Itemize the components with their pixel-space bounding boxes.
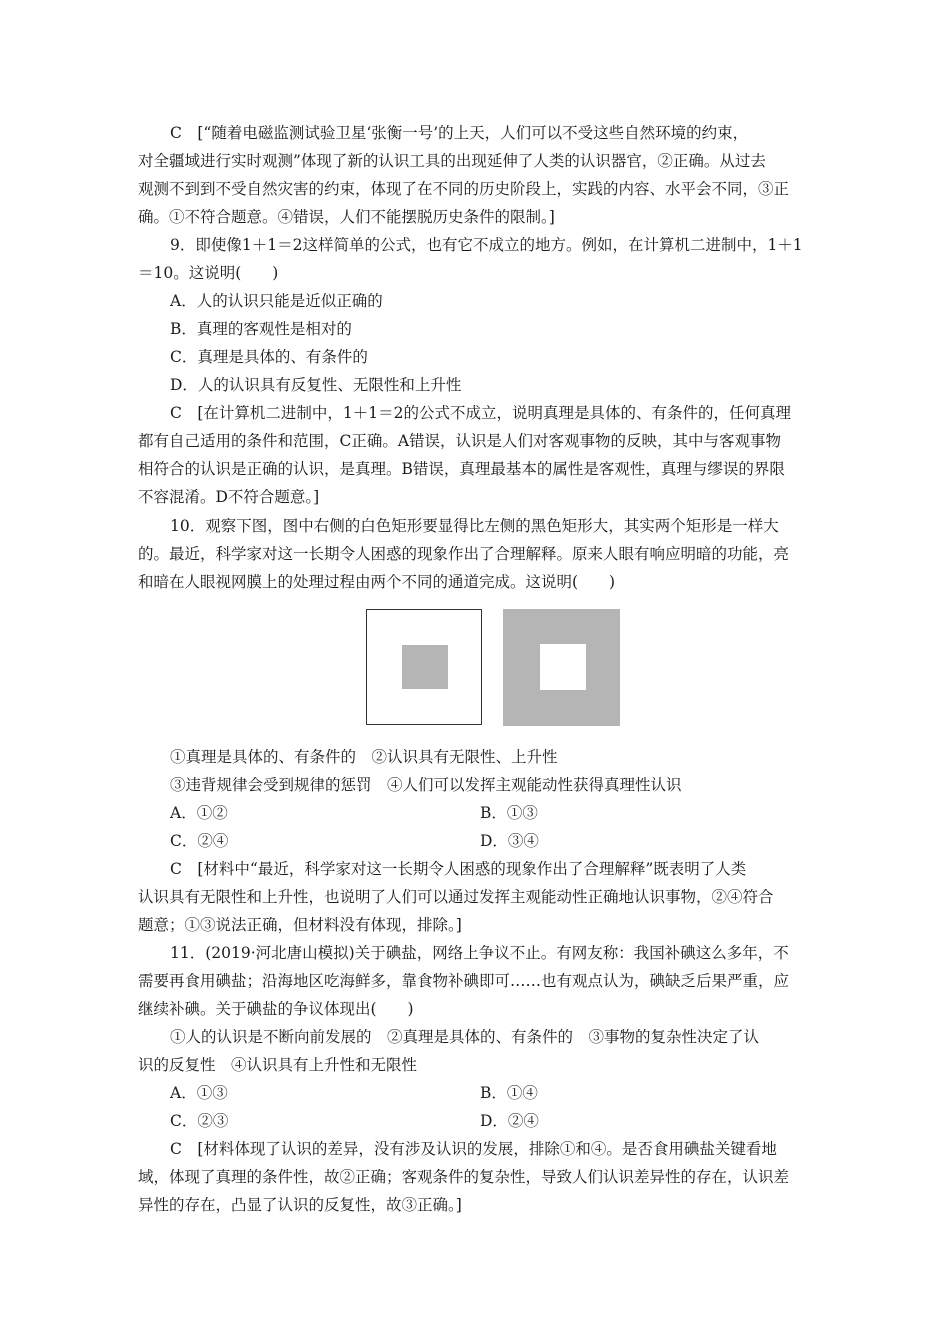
question-11-option-d: D．②④ — [480, 1112, 539, 1130]
question-9-option-b: B．真理的客观性是相对的 — [170, 320, 352, 338]
question-11-statements-2: 识的反复性 ④认识具有上升性和无限性 — [138, 1056, 418, 1074]
left-gray-inner-square — [402, 645, 448, 689]
question-11-line-1: 11．(2019·河北唐山模拟)关于碘盐，网络上争议不止。有网友称：我国补碘这么多年，不 — [170, 944, 789, 962]
answer-9-line-3: 相符合的认识是正确的认识，是真理。B错误，真理最基本的属性是客观性，真理与缪误的界限 — [138, 460, 785, 478]
question-10-option-c: C．②④ — [170, 832, 229, 850]
question-9-line-2: ＝10。这说明( ) — [138, 264, 279, 282]
answer-11-line-2: 域，体现了真理的条件性，故②正确；客观条件的复杂性，导致人们认识差异性的存在，认识差 — [138, 1168, 790, 1186]
answer-11-line-1: C [材料体现了认识的差异，没有涉及认识的发展，排除①和④。是否食用碘盐关键看地 — [170, 1140, 777, 1158]
question-9-option-a: A．人的认识只能是近似正确的 — [170, 292, 383, 310]
question-10-line-2: 的。最近，科学家对这一长期令人困惑的现象作出了合理解释。原来人眼有响应明暗的功能，亮 — [138, 545, 790, 563]
answer-11-line-3: 异性的存在，凸显了认识的反复性，故③正确。] — [138, 1196, 462, 1214]
question-10-option-a: A．①② — [170, 804, 228, 822]
question-11-option-c: C．②③ — [170, 1112, 229, 1130]
question-11-option-a: A．①③ — [170, 1084, 228, 1102]
right-gray-square — [503, 609, 620, 726]
question-10-line-1: 10．观察下图，图中右侧的白色矩形要显得比左侧的黑色矩形大，其实两个矩形是一样大 — [170, 517, 779, 535]
question-11-line-2: 需要再食用碘盐；沿海地区吃海鲜多，靠食物补碘即可……也有观点认为，碘缺乏后果严重，应 — [138, 972, 790, 990]
question-10-option-d: D．③④ — [480, 832, 539, 850]
question-9-line-1: 9．即使像1＋1＝2这样简单的公式，也有它不成立的地方。例如，在计算机二进制中，1＋1 — [170, 236, 803, 254]
answer-8-line-2: 对全疆域进行实时观测”体现了新的认识工具的出现延伸了人类的认识器官，②正确。从过去 — [138, 152, 766, 170]
illusion-figure — [366, 609, 620, 727]
answer-8-line-4: 确。①不符合题意。④错误，人们不能摆脱历史条件的限制。] — [138, 208, 555, 226]
question-11-statements-1: ①人的认识是不断向前发展的 ②真理是具体的、有条件的 ③事物的复杂性决定了认 — [170, 1028, 760, 1046]
answer-10-line-3: 题意；①③说法正确，但材料没有体现，排除。] — [138, 916, 462, 934]
question-11-line-3: 继续补碘。关于碘盐的争议体现出( ) — [138, 1000, 414, 1018]
question-10-line-3: 和暗在人眼视网膜上的处理过程由两个不同的通道完成。这说明( ) — [138, 573, 616, 591]
left-white-square — [366, 609, 482, 725]
question-10-option-b: B．①③ — [480, 804, 538, 822]
answer-8-line-1: C [“随着电磁监测试验卫星‘张衡一号’的上天，人们可以不受这些自然环境的约束， — [170, 124, 749, 142]
answer-8-line-3: 观测不到到不受自然灾害的约束，体现了在不同的历史阶段上，实践的内容、水平会不同，③正 — [138, 180, 790, 198]
right-white-inner-square — [540, 644, 586, 690]
question-9-option-c: C．真理是具体的、有条件的 — [170, 348, 368, 366]
answer-10-line-1: C [材料中“最近，科学家对这一长期令人困惑的现象作出了合理解释”既表明了人类 — [170, 860, 747, 878]
answer-9-line-4: 不容混淆。D不符合题意。] — [138, 488, 320, 506]
answer-10-line-2: 认识具有无限性和上升性，也说明了人们可以通过发挥主观能动性正确地认识事物，②④符合 — [138, 888, 774, 906]
question-10-statements-2: ③违背规律会受到规律的惩罚 ④人们可以发挥主观能动性获得真理性认识 — [170, 776, 682, 794]
question-10-statements-1: ①真理是具体的、有条件的 ②认识具有无限性、上升性 — [170, 748, 558, 766]
answer-9-line-1: C [在计算机二进制中，1＋1＝2的公式不成立，说明真理是具体的、有条件的，任何真理 — [170, 404, 791, 422]
question-11-option-b: B．①④ — [480, 1084, 538, 1102]
answer-9-line-2: 都有自己适用的条件和范围，C正确。A错误，认识是人们对客观事物的反映，其中与客观事物 — [138, 432, 782, 450]
question-9-option-d: D．人的认识具有反复性、无限性和上升性 — [170, 376, 462, 394]
